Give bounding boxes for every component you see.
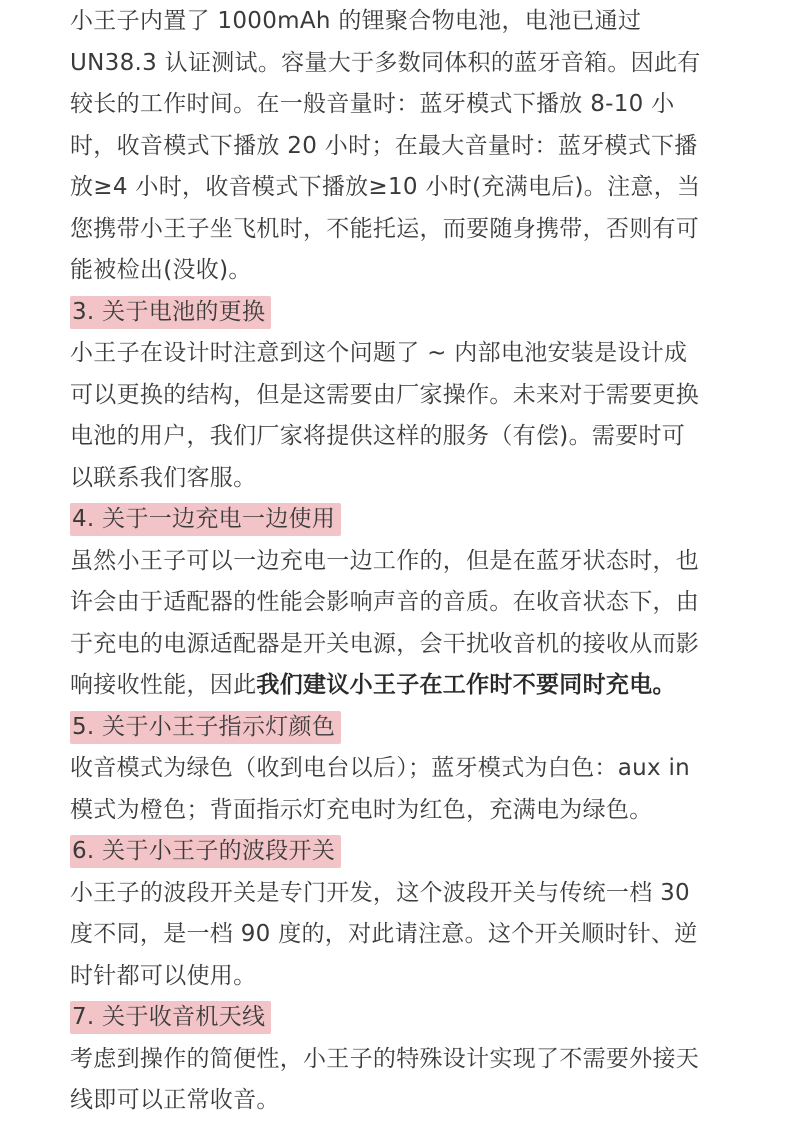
section-body-text: 虽然小王子可以一边充电一边工作的，但是在蓝牙状态时，也许会由于适配器的性能会影响声音的音质。在收音状态下，由于充电的电源适配器是开关电源，会干扰收音机的接收从而影响接收性能，因此 [70, 547, 700, 698]
section-heading: 3. 关于电池的更换 [70, 296, 271, 329]
section-band-switch [70, 831, 702, 873]
section-body: 小王子的波段开关是专门开发，这个波段开关与传统一档 30 度不同，是一档 90 度的，对此请注意。这个开关顺时针、逆时针都可以使用。 [70, 879, 698, 989]
section-heading: 5. 关于小王子指示灯颜色 [70, 711, 341, 744]
section-antenna [70, 997, 702, 1039]
section-heading: 6. 关于小王子的波段开关 [70, 835, 341, 868]
section-heading: 7. 关于收音机天线 [70, 1001, 271, 1034]
section-body-emphasis: 我们建议小王子在工作时不要同时充电。 [256, 672, 676, 698]
section-heading: 4. 关于一边充电一边使用 [70, 503, 341, 536]
section-battery-replacement [70, 292, 702, 334]
section-indicator-color [70, 707, 702, 749]
section-charge-while-using [70, 499, 702, 541]
section-body: 收音模式为绿色（收到电台以后）；蓝牙模式为白色：aux in 模式为橙色；背面指示灯充电时为红色，充满电为绿色。 [70, 755, 691, 823]
section-body [70, 541, 702, 707]
section-body: 小王子在设计时注意到这个问题了 ~ 内部电池安装是设计成可以更换的结构，但是这需要由厂家操作。未来对于需要更换电池的用户，我们厂家将提供这样的服务（有偿)。需要时可以联系我们客服。 [70, 340, 700, 491]
battery-paragraph: 小王子内置了 1000mAh 的锂聚合物电池，电池已通过 UN38.3 认证测试。容量大于多数同体积的蓝牙音箱。因此有较长的工作时间。在一般音量时：蓝牙模式下播放 8-10 小时，收音模式下播放 20 小时；在最大音量时：蓝牙模式下播放≥4 小时，收音模式下播放≥10 小时(充满电后)。注意，当您携带小王子坐飞机时，不能托运，而要随身携带，否则有可能被检出(没收)。 [70, 8, 701, 283]
section-body: 考虑到操作的简便性，小王子的特殊设计实现了不需要外接天线即可以正常收音。 [70, 1045, 700, 1113]
